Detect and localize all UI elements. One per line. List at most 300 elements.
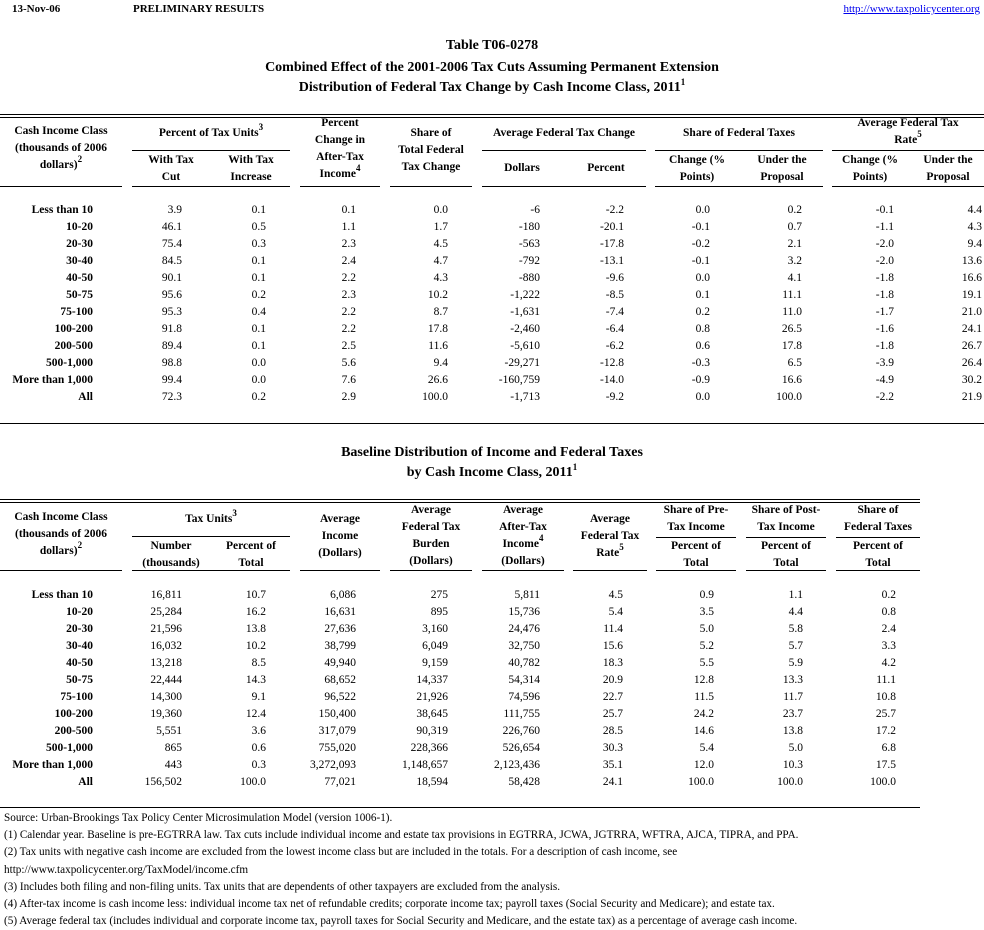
table-cell: 95.6: [161, 289, 182, 301]
table-cell: 77,021: [324, 776, 356, 788]
t2-underline: [746, 570, 826, 571]
table-cell: -2.0: [875, 238, 894, 250]
table-cell: 275: [430, 589, 448, 601]
table-cell: 11.6: [428, 340, 448, 352]
row-label: 30-40: [66, 255, 93, 267]
table-cell: 14.3: [245, 674, 266, 686]
table-cell: 100.0: [422, 391, 448, 403]
t2-underline: [656, 570, 736, 571]
table-cell: 30.2: [961, 374, 982, 386]
row-label: 40-50: [66, 272, 93, 284]
table-cell: 111,755: [503, 708, 540, 720]
table-row: [0, 253, 984, 270]
table-cell: 17.8: [427, 323, 448, 335]
row-label: 50-75: [66, 674, 93, 686]
table-cell: 15,736: [508, 606, 540, 618]
table-cell: 3,272,093: [310, 759, 356, 771]
table-cell: -0.1: [875, 204, 894, 216]
table-row: [0, 723, 984, 740]
table-cell: 6.8: [881, 742, 896, 754]
t1-header-with-cut: With Tax Cut: [148, 154, 194, 183]
table-row: [0, 236, 984, 253]
table-cell: 3.2: [787, 255, 802, 267]
row-label: 200-500: [54, 340, 93, 352]
table-cell: -6.2: [605, 340, 624, 352]
table-row: [0, 202, 984, 219]
table-row: [0, 621, 984, 638]
table-cell: 3.9: [167, 204, 182, 216]
table-cell: 4.5: [608, 589, 623, 601]
table-cell: 6,049: [422, 640, 448, 652]
table-row: [0, 740, 984, 757]
t1-header-share: Share of Total Federal Tax Change: [398, 127, 464, 173]
table-cell: 26.7: [961, 340, 982, 352]
table-cell: 14,337: [416, 674, 448, 686]
footnote: (1) Calendar year. Baseline is pre-EGTRRA law. Tax cuts include individual income and estate tax provisions in EGTRRA, JCWA, JGTRRA, WFTRA, AJCA, TIPRA, and PPA.: [4, 829, 799, 842]
t1-underline: [0, 186, 122, 187]
table-cell: 12.8: [693, 674, 714, 686]
report-date: 13-Nov-06: [12, 3, 61, 15]
t1-share-fed-rule: [655, 150, 823, 151]
t1-header-percent: Percent: [587, 162, 625, 174]
table-cell: 72.3: [161, 391, 182, 403]
table-cell: 228,366: [410, 742, 448, 754]
table-cell: -1.7: [875, 306, 894, 318]
table-cell: 0.1: [341, 204, 356, 216]
table-cell: 3.3: [881, 640, 896, 652]
row-label: Less than 10: [31, 589, 93, 601]
t1-header-dollars: Dollars: [504, 162, 540, 174]
table-cell: 95.3: [161, 306, 182, 318]
table-cell: 0.6: [695, 340, 710, 352]
table-cell: 2.2: [341, 306, 356, 318]
table1-subtitle: Distribution of Federal Tax Change by Cash Income Class, 2011$^1$: [298, 77, 686, 95]
table-cell: 11.0: [782, 306, 802, 318]
table-cell: 58,428: [508, 776, 540, 788]
row-label: 10-20: [66, 221, 93, 233]
table-cell: -1.8: [875, 272, 894, 284]
footnote: (4) After-tax income is cash income less: individual income tax net of refundable credits; corporate income tax; payroll taxes (Social Security and Medicare); and estate tax.: [4, 898, 775, 911]
table-cell: 100.0: [776, 391, 802, 403]
t1-header-under-proposal2: Under the Proposal: [923, 154, 973, 183]
table-cell: -6: [530, 204, 540, 216]
table-cell: 22,444: [150, 674, 182, 686]
table-cell: 2.3: [341, 238, 356, 250]
table-row: [0, 638, 984, 655]
table-cell: 0.1: [251, 323, 266, 335]
table-cell: 13,218: [150, 657, 182, 669]
table-cell: 5.4: [699, 742, 714, 754]
table-cell: 5.9: [788, 657, 803, 669]
table-cell: 0.9: [699, 589, 714, 601]
table-cell: -1,713: [510, 391, 540, 403]
table-cell: 0.3: [251, 759, 266, 771]
table-cell: -29,271: [504, 357, 540, 369]
row-label: 50-75: [66, 289, 93, 301]
t1-underline: [482, 186, 646, 187]
t1-underline: [390, 186, 472, 187]
table-cell: 38,645: [416, 708, 448, 720]
table-cell: 0.0: [695, 204, 710, 216]
table-row: [0, 689, 984, 706]
row-label: 500-1,000: [46, 357, 93, 369]
table-cell: 99.4: [161, 374, 182, 386]
table-cell: 13.6: [961, 255, 982, 267]
table-cell: -0.1: [691, 255, 710, 267]
table-cell: 35.1: [602, 759, 623, 771]
row-label: 20-30: [66, 238, 93, 250]
table-row: [0, 338, 984, 355]
t2-header-number: Number (thousands): [142, 540, 200, 569]
row-label: 10-20: [66, 606, 93, 618]
table-cell: 21.0: [961, 306, 982, 318]
table-cell: 5.8: [788, 623, 803, 635]
table-cell: 2.5: [341, 340, 356, 352]
t2-header-pre-tax-pct: Percent of Total: [671, 540, 721, 569]
table-cell: 0.1: [251, 255, 266, 267]
t1-header-pct-change: Percent Change in After-Tax Income$^4$: [314, 117, 366, 180]
table-cell: 755,020: [318, 742, 356, 754]
table-cell: 4.1: [787, 272, 802, 284]
t1-header-share-fed: Share of Federal Taxes: [683, 127, 795, 139]
table-cell: 1.7: [433, 221, 448, 233]
source-note: Source: Urban-Brookings Tax Policy Center Microsimulation Model (version 1006-1).: [4, 812, 393, 824]
table-cell: 28.5: [602, 725, 623, 737]
table-cell: -0.9: [691, 374, 710, 386]
table-cell: -13.1: [600, 255, 624, 267]
table-cell: 27,636: [324, 623, 356, 635]
table-cell: 84.5: [161, 255, 182, 267]
table-row: [0, 389, 984, 406]
table-cell: -792: [518, 255, 540, 267]
table-cell: 24.1: [602, 776, 623, 788]
table-row: [0, 321, 984, 338]
t1-pct-units-rule: [132, 150, 290, 151]
table-cell: -1.6: [875, 323, 894, 335]
table-cell: 18,594: [416, 776, 448, 788]
table-cell: 7.6: [341, 374, 356, 386]
t2-tax-units-rule: [132, 536, 290, 537]
table-cell: 100.0: [688, 776, 714, 788]
table1-number: Table T06-0278: [445, 38, 539, 53]
table-cell: -7.4: [605, 306, 624, 318]
table-cell: 16.2: [245, 606, 266, 618]
table-cell: 2.1: [787, 238, 802, 250]
table2-title: Baseline Distribution of Income and Federal Taxes: [341, 445, 643, 460]
table-cell: 156,502: [144, 776, 182, 788]
table-cell: 2.4: [881, 623, 896, 635]
table-cell: 4.2: [881, 657, 896, 669]
t1-underline: [300, 186, 380, 187]
row-label: 40-50: [66, 657, 93, 669]
table-cell: 22.7: [602, 691, 623, 703]
table-row: [0, 757, 984, 774]
table-cell: 24.2: [693, 708, 714, 720]
table-cell: 17.2: [875, 725, 896, 737]
table-cell: -8.5: [605, 289, 624, 301]
table-cell: 2.3: [341, 289, 356, 301]
table-cell: 49,940: [324, 657, 356, 669]
table-cell: -6.4: [605, 323, 624, 335]
table-cell: 0.0: [695, 272, 710, 284]
table-cell: 4.7: [433, 255, 448, 267]
t2-header-post-tax-pct: Percent of Total: [761, 540, 811, 569]
t1-header-class: Cash Income Class (thousands of 2006 dollars)$^2$: [14, 125, 108, 171]
table-cell: 11.1: [876, 674, 896, 686]
table-cell: 13.3: [782, 674, 803, 686]
row-label: Less than 10: [31, 204, 93, 216]
t2-header-after-tax: Average After-Tax Income$^4$ (Dollars): [499, 504, 547, 567]
t2-header-tax-burden: Average Federal Tax Burden (Dollars): [401, 504, 461, 567]
table-cell: 90,319: [416, 725, 448, 737]
table-cell: 4.5: [433, 238, 448, 250]
table-row: [0, 706, 984, 723]
t1-header-change-pts2: Change (% Points): [842, 154, 898, 183]
table-cell: 14.6: [693, 725, 714, 737]
table-cell: 0.0: [251, 357, 266, 369]
row-label: 100-200: [54, 708, 93, 720]
table-cell: 21,926: [416, 691, 448, 703]
table-cell: -2,460: [510, 323, 540, 335]
t1-header-avg-rate: Average Federal Tax Rate$^5$: [857, 117, 959, 146]
table-cell: 895: [430, 606, 448, 618]
table-cell: 89.4: [161, 340, 182, 352]
table-cell: -0.2: [691, 238, 710, 250]
table-cell: 17.5: [875, 759, 896, 771]
table-cell: 1,148,657: [402, 759, 448, 771]
table-row: [0, 355, 984, 372]
report-status: PRELIMINARY RESULTS: [133, 3, 265, 15]
table-cell: 5.0: [788, 742, 803, 754]
t2-header-tax-rate: Average Federal Tax Rate$^5$: [580, 513, 640, 559]
t1-header-pct-units: Percent of Tax Units$^3$: [158, 122, 264, 139]
table-cell: 10.7: [245, 589, 266, 601]
t1-avg-change-rule: [482, 150, 646, 151]
table-cell: 24,476: [508, 623, 540, 635]
table-cell: 226,760: [502, 725, 540, 737]
table-cell: 23.7: [782, 708, 803, 720]
table-row: [0, 372, 984, 389]
table-cell: 443: [164, 759, 182, 771]
table-cell: 18.3: [602, 657, 623, 669]
table-cell: 74,596: [508, 691, 540, 703]
table-cell: 5.2: [699, 640, 714, 652]
table-cell: 5.0: [699, 623, 714, 635]
footnote: http://www.taxpolicycenter.org/TaxModel/income.cfm: [4, 863, 249, 876]
table-row: [0, 304, 984, 321]
table-cell: 0.4: [251, 306, 266, 318]
table-cell: 150,400: [318, 708, 356, 720]
table-cell: 16.6: [781, 374, 802, 386]
table-cell: 4.3: [433, 272, 448, 284]
table-cell: 0.5: [251, 221, 266, 233]
table-cell: 0.1: [251, 340, 266, 352]
table-cell: 0.2: [695, 306, 710, 318]
table-cell: 8.7: [433, 306, 448, 318]
table-cell: 0.6: [251, 742, 266, 754]
t1-header-change-pts: Change (% Points): [669, 154, 725, 183]
table-cell: 26.5: [781, 323, 802, 335]
row-label: 500-1,000: [46, 742, 93, 754]
table-cell: 38,799: [324, 640, 356, 652]
t2-underline: [300, 570, 380, 571]
t2-header-pct-total: Percent of Total: [226, 540, 276, 569]
table-cell: 40,782: [508, 657, 540, 669]
table-cell: 0.3: [251, 238, 266, 250]
table-cell: -9.2: [605, 391, 624, 403]
table-cell: -14.0: [600, 374, 624, 386]
table-row: [0, 672, 984, 689]
table-cell: 0.2: [881, 589, 896, 601]
table-cell: 4.4: [967, 204, 982, 216]
table-cell: 526,654: [502, 742, 540, 754]
table-cell: 11.4: [603, 623, 623, 635]
table-cell: 15.6: [602, 640, 623, 652]
table-cell: -180: [518, 221, 540, 233]
table-cell: -880: [518, 272, 540, 284]
table-cell: 10.8: [875, 691, 896, 703]
table-cell: -160,759: [498, 374, 540, 386]
table-cell: 865: [164, 742, 182, 754]
row-label: All: [78, 776, 93, 788]
table-cell: 12.0: [693, 759, 714, 771]
table-cell: -1.1: [875, 221, 894, 233]
table-cell: 0.1: [695, 289, 710, 301]
footnotes: [4, 810, 798, 930]
table-cell: 5.6: [341, 357, 356, 369]
table-cell: 0.0: [251, 374, 266, 386]
row-label: 200-500: [54, 725, 93, 737]
table-row: [0, 604, 984, 621]
table-cell: 100.0: [777, 776, 803, 788]
table-cell: 10.2: [245, 640, 266, 652]
t2-underline: [836, 570, 920, 571]
table-cell: 20.9: [602, 674, 623, 686]
table-cell: 26.6: [427, 374, 448, 386]
table-cell: 0.2: [251, 289, 266, 301]
table-cell: 32,750: [508, 640, 540, 652]
table-cell: -1.8: [875, 340, 894, 352]
t1-header-under-proposal: Under the Proposal: [757, 154, 807, 183]
table-cell: 75.4: [161, 238, 182, 250]
table-cell: -0.1: [691, 221, 710, 233]
table-cell: 5.7: [788, 640, 803, 652]
table1-title: Combined Effect of the 2001-2006 Tax Cuts Assuming Permanent Extension: [265, 60, 719, 75]
t2-header-fed-taxes: Share of Federal Taxes: [843, 504, 913, 533]
table-cell: 46.1: [161, 221, 182, 233]
table-cell: 21.9: [961, 391, 982, 403]
table1-bottom-rule: [0, 423, 984, 424]
table-cell: 9,159: [422, 657, 448, 669]
t2-header-fed-taxes-pct: Percent of Total: [853, 540, 903, 569]
t2-underline: [390, 570, 472, 571]
table-cell: 10.3: [782, 759, 803, 771]
table-cell: -20.1: [600, 221, 624, 233]
table-cell: 17.8: [781, 340, 802, 352]
table-cell: 2.9: [341, 391, 356, 403]
table-cell: 96,522: [324, 691, 356, 703]
footnote: (2) Tax units with negative cash income are excluded from the lowest income class but are included in the totals. For a description of cash income, see: [4, 846, 678, 859]
t1-avg-rate-rule: [832, 150, 984, 151]
table-cell: -17.8: [600, 238, 624, 250]
table-cell: 98.8: [161, 357, 182, 369]
table2-subtitle: by Cash Income Class, 2011$^1$: [406, 462, 578, 480]
table-cell: 0.0: [433, 204, 448, 216]
table-cell: -1.8: [875, 289, 894, 301]
table-cell: 11.7: [783, 691, 803, 703]
table-cell: 5,811: [514, 589, 540, 601]
table-cell: 9.4: [967, 238, 982, 250]
table-cell: 3.5: [699, 606, 714, 618]
table-row: [0, 219, 984, 236]
table-cell: 100.0: [870, 776, 896, 788]
table-cell: -1,631: [510, 306, 540, 318]
t2-underline: [132, 570, 290, 571]
table-cell: 26.4: [961, 357, 982, 369]
t1-header-avg-change: Average Federal Tax Change: [493, 127, 635, 139]
table-cell: 19,360: [150, 708, 182, 720]
table-cell: 12.4: [245, 708, 266, 720]
table-cell: 16.6: [961, 272, 982, 284]
table-cell: 4.3: [967, 221, 982, 233]
row-label: More than 1,000: [12, 759, 93, 771]
t2-underline: [573, 570, 647, 571]
table-cell: -563: [518, 238, 540, 250]
table-cell: 0.8: [881, 606, 896, 618]
t2-header-class: Cash Income Class (thousands of 2006 dollars)$^2$: [14, 511, 108, 557]
table-cell: -4.9: [875, 374, 894, 386]
row-label: 75-100: [60, 306, 93, 318]
t2-header-post-tax: Share of Post- Tax Income: [751, 504, 821, 533]
table-cell: -12.8: [600, 357, 624, 369]
table-cell: 2.2: [341, 272, 356, 284]
table-cell: 2.4: [341, 255, 356, 267]
row-label: 30-40: [66, 640, 93, 652]
table-cell: -5,610: [510, 340, 540, 352]
table-cell: 11.1: [782, 289, 802, 301]
table-cell: 91.8: [161, 323, 182, 335]
table-cell: 6.5: [787, 357, 802, 369]
table-cell: 16,032: [150, 640, 182, 652]
table-cell: -9.6: [605, 272, 624, 284]
t2-underline: [482, 570, 564, 571]
table-cell: 30.3: [602, 742, 623, 754]
table-cell: 90.1: [161, 272, 182, 284]
t2-header-avg-income: Average Income (Dollars): [318, 513, 362, 559]
t2-header-pre-tax: Share of Pre- Tax Income: [663, 504, 729, 533]
table-cell: 11.5: [694, 691, 714, 703]
t2-header-tax-units: Tax Units$^3$: [185, 508, 237, 525]
table-cell: 19.1: [961, 289, 982, 301]
t1-underline: [832, 186, 984, 187]
t2-underline: [0, 570, 122, 571]
table-cell: 0.2: [787, 204, 802, 216]
table-cell: 13.8: [782, 725, 803, 737]
table-cell: 10.2: [427, 289, 448, 301]
table-cell: 25.7: [602, 708, 623, 720]
table-cell: 21,596: [150, 623, 182, 635]
table-cell: 5.4: [608, 606, 623, 618]
t1-header-with-increase: With Tax Increase: [228, 154, 274, 183]
table-cell: 0.1: [251, 272, 266, 284]
site-link[interactable]: http://www.taxpolicycenter.org: [843, 3, 980, 15]
t1-underline: [132, 186, 290, 187]
table-row: [0, 270, 984, 287]
table-cell: -0.3: [691, 357, 710, 369]
table-cell: 1.1: [341, 221, 356, 233]
table-cell: 1.1: [788, 589, 803, 601]
table-cell: 3,160: [422, 623, 448, 635]
